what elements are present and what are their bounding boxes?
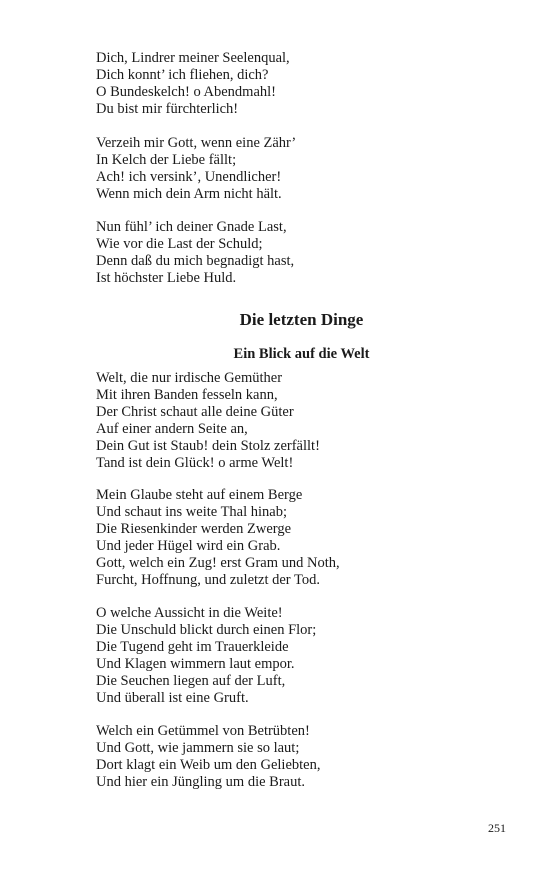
verse-line: Welch ein Getümmel von Betrübten! (96, 723, 310, 739)
verse-line: Und Gott, wie jammern sie so laut; (96, 739, 300, 756)
stanza (96, 135, 496, 203)
verse-line: Der Christ schaut alle deine Güter (96, 403, 294, 420)
verse-line: Denn daß du mich begnadigt hast, (96, 252, 295, 269)
verse-line: Wenn mich dein Arm nicht hält. (96, 185, 282, 202)
verse-line: Dich, Lindrer meiner Seelenqual, (96, 50, 290, 66)
stanza (96, 50, 496, 118)
verse-line: Verzeih mir Gott, wenn eine Zähr’ (96, 135, 297, 151)
verse-line: Und Klagen wimmern laut empor. (96, 655, 295, 672)
stanza (96, 723, 496, 791)
verse-line: Du bist mir fürchterlich! (96, 100, 239, 117)
verse-line: Dein Gut ist Staub! dein Stolz zerfällt! (96, 437, 320, 454)
verse-line: Und überall ist eine Gruft. (96, 689, 249, 706)
verse-line: Und jeder Hügel wird ein Grab. (96, 537, 281, 554)
verse-line: Die Riesenkinder werden Zwerge (96, 520, 292, 537)
verse-line: Dich konnt’ ich fliehen, dich? (96, 66, 269, 83)
verse-line: Die Unschuld blickt durch einen Flor; (96, 621, 317, 638)
poem-title: Ein Blick auf die Welt (233, 346, 370, 362)
verse-line: Die Tugend geht im Trauerkleide (96, 638, 289, 655)
verse-line: Die Seuchen liegen auf der Luft, (96, 672, 286, 689)
stanza (96, 219, 496, 287)
verse-line: Nun fühl’ ich deiner Gnade Last, (96, 219, 287, 235)
verse-line: Furcht, Hoffnung, und zuletzt der Tod. (96, 571, 320, 588)
verse-line: Und schaut ins weite Thal hinab; (96, 503, 288, 520)
verse-line: Gott, welch ein Zug! erst Gram und Noth, (96, 554, 340, 571)
verse-line: Mein Glaube steht auf einem Berge (96, 487, 303, 503)
stanza (96, 487, 496, 588)
verse-line: O Bundeskelch! o Abendmahl! (96, 83, 277, 100)
verse-line: Und hier ein Jüngling um die Braut. (96, 773, 306, 790)
stanza (96, 370, 496, 471)
section-title: Die letzten Dinge (239, 310, 364, 329)
verse-line: O welche Aussicht in die Weite! (96, 605, 283, 621)
verse-line: Auf einer andern Seite an, (96, 420, 248, 437)
verse-line: Dort klagt ein Weib um den Geliebten, (96, 756, 321, 773)
verse-line: Tand ist dein Glück! o arme Welt! (96, 454, 294, 471)
verse-line: Wie vor die Last der Schuld; (96, 235, 263, 252)
stanza (96, 605, 496, 706)
page-number: 251 (488, 821, 506, 835)
verse-line: Ist höchster Liebe Huld. (96, 269, 237, 286)
verse-line: In Kelch der Liebe fällt; (96, 151, 237, 168)
verse-line: Mit ihren Banden fesseln kann, (96, 386, 278, 403)
verse-line: Ach! ich versink’, Unendlicher! (96, 168, 282, 185)
verse-line: Welt, die nur irdische Gemüther (96, 370, 283, 386)
